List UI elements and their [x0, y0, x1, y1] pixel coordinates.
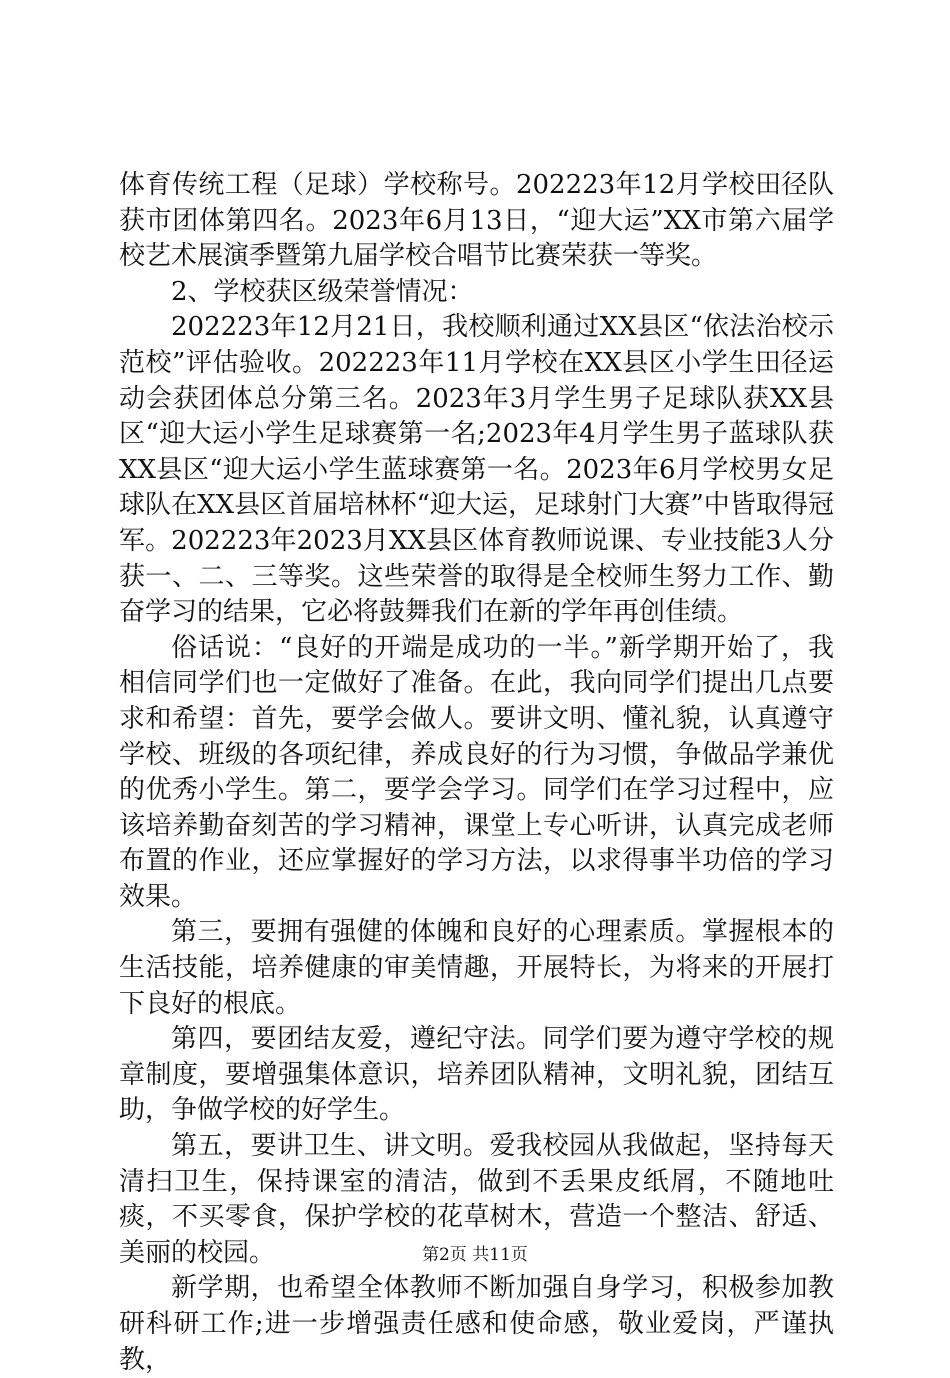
paragraph-8: 新学期，也希望全体教师不断加强自身学习，积极参加教研科研工作;进一步增强责任感和使命感，敬业爱岗，严谨执教， — [119, 1273, 834, 1375]
paragraph-3: 202223年12月21日，我校顺利通过XX县区“依法治校示范校”评估验收。202223年11月学校在XX县区小学生田径运动会获团体总分第三名。2023年3月学生男子足球队获XX县区“迎大运小学生足球赛第一名;2023年4月学生男子蓝球队获XX县区“迎大运小学生蓝球赛第一名。2023年6月学校男女足球队在XX县区首届培林杯“迎大运，足球射门大赛”中皆取得冠军。202223年2023月XX县区体育教师说课、专业技能3人分获一、二、三等奖。这些荣誉的取得是全校师生努力工作、勤奋学习的结果，它必将鼓舞我们在新的学年再创佳绩。 — [119, 312, 834, 628]
paragraph-1: 体育传统工程（足球）学校称号。202223年12月学校田径队获市团体第四名。2023年6月13日，“迎大运”XX市第六届学校艺术展演季暨第九届学校合唱节比赛荣获一等奖。 — [119, 170, 834, 272]
paragraph-6: 第四，要团结友爱，遵纪守法。同学们要为遵守学校的规章制度，要增强集体意识，培养团队精神，文明礼貌，团结互助，争做学校的好学生。 — [119, 1024, 834, 1126]
paragraph-2: 2、学校获区级荣誉情况： — [171, 276, 474, 307]
document-body — [119, 168, 834, 1378]
paragraph-7: 第五，要讲卫生、讲文明。爱我校园从我做起，坚持每天清扫卫生，保持课室的清洁，做到不丢果皮纸屑，不随地吐痰，不买零食，保护学校的花草树木，营造一个整洁、舒适、美丽的校园。 — [119, 1131, 834, 1268]
paragraph-5: 第三，要拥有强健的体魄和良好的心理素质。掌握根本的生活技能，培养健康的审美情趣，开展特长，为将来的开展打下良好的根底。 — [119, 917, 834, 1019]
paragraph-4: 俗话说：“良好的开端是成功的一半。”新学期开始了，我相信同学们也一定做好了准备。在此，我向同学们提出几点要求和希望：首先，要学会做人。要讲文明、懂礼貌，认真遵守学校、班级的各项纪律，养成良好的行为习惯，争做品学兼优的优秀小学生。第二，要学会学习。同学们在学习过程中，应该培养勤奋刻苦的学习精神，课堂上专心听讲，认真完成老师布置的作业，还应掌握好的学习方法，以求得事半功倍的学习效果。 — [119, 632, 834, 912]
page-number-footer: 第2页 共11页 — [422, 1245, 528, 1265]
